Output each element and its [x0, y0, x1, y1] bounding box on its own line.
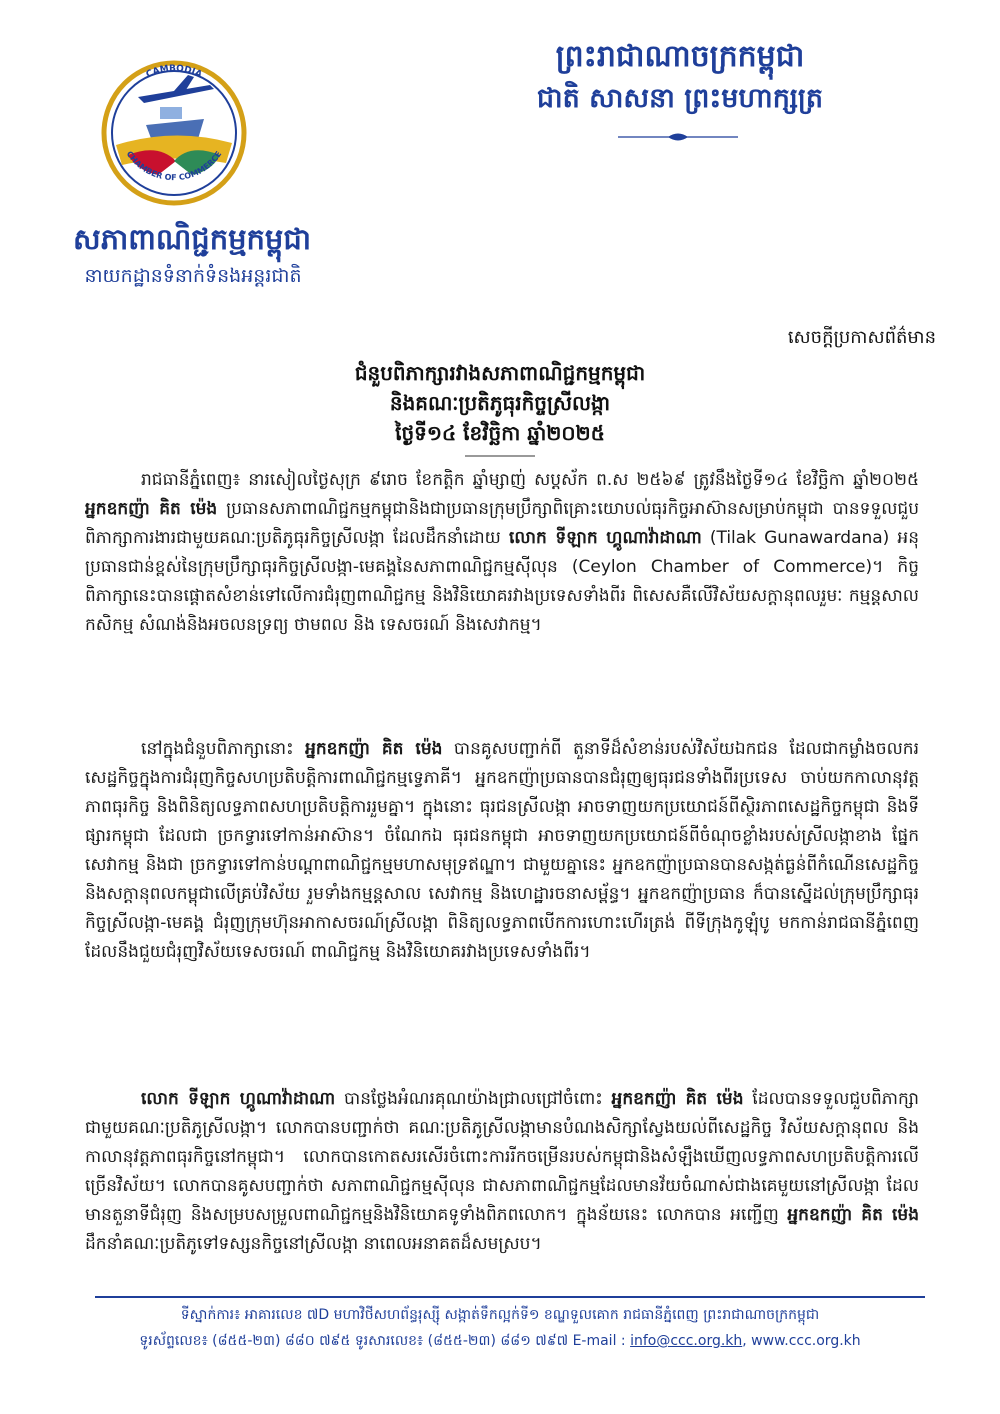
footer-phone: ទូរស័ព្ទលេខ៖ (៨៥៥-២៣) ៨៨០ ៧៩៥ ទូរសារលេខ៖ (៨៥៥-២៣) ៨៨១ ៧៩៧ E-mail :	[139, 1333, 631, 1349]
paragraph-2	[85, 735, 919, 967]
kingdom-heading: ព្រះរាជាណាចក្រកម្ពុជា	[555, 39, 805, 74]
bold-name: អ្នកឧកញ៉ា គិត ម៉េង	[611, 1089, 744, 1109]
title-divider-icon	[465, 452, 535, 460]
text-run: បានគូសបញ្ជាក់ពី តួនាទីដ៏សំខាន់របស់វិស័យឯកជន ដែលជាកម្លាំងចលករសេដ្ឋកិច្ចក្នុងការជំរុញកិច្ចសហប្រតិបត្តិការពាណិជ្ជកម្មទ្វេភាគី។ អ្នកឧកញ៉ាប្រធានបានជំរុញឲ្យធុរជនទាំងពីរប្រទេស ចាប់យកកាលានុវត្តភាពធុរកិច្ច និងពិនិត្យលទ្ធភាពសហប្រតិបត្តិការរួមគ្នា។ ក្នុងនោះ ធុរជនស្រីលង្កា អាចទាញយកប្រយោជន៍ពីស្ថិរភាពសេដ្ឋកិច្ចកម្ពុជា និងទីផ្សារកម្ពុជា ដែលជា ច្រកទ្វារទៅកាន់អាស៊ាន។ ចំណែកឯ ធុរជនកម្ពុជា អាចទាញយកប្រយោជន៍ពីចំណុចខ្លាំងរបស់ស្រីលង្កាខាង ផ្នែកសេវាកម្ម និងជា ច្រកទ្វារទៅកាន់បណ្តាពាណិជ្ជកម្មមហាសមុទ្រឥណ្ឌា។ ជាមួយគ្នានេះ អ្នកឧកញ៉ាប្រធានបានសង្កត់ធ្ងន់ពីកំណើនសេដ្ឋកិច្ច និងសក្តានុពលកម្ពុជាលើគ្រប់វិស័យ រួមទាំងកម្មន្តសាល សេវាកម្ម និងហេដ្ឋារចនាសម្ព័ន្ធ។ អ្នកឧកញ៉ាប្រធាន ក៏បានស្នើដល់ក្រុមប្រឹក្សាធុរកិច្ចស្រីលង្កា-មេគង្គ ជំរុញក្រុមហ៊ុនអាកាសចរណ៍ស្រីលង្កា ពិនិត្យលទ្ធភាពបើកការហោះហើរត្រង់ ពីទីក្រុងកូឡុំបូ មកកាន់រាជធានីភ្នំពេញ ដែលនឹងជួយជំរុញវិស័យទេសចរណ៍ ពាណិជ្ជកម្ម និងវិនិយោគរវាងប្រទេសទាំងពីរ។	[85, 739, 919, 962]
text-run: នៅក្នុងជំនួបពិភាក្សានោះ	[141, 739, 306, 759]
title-line-2: និងគណៈប្រតិភូធុរកិច្ចស្រីលង្កា	[389, 391, 611, 415]
title-line-1: ជំនួបពិភាក្សារវាងសភាពាណិជ្ជកម្មកម្ពុជា	[354, 361, 646, 385]
footer-divider	[95, 1296, 925, 1298]
document-type: សេចក្តីប្រកាសព័ត៌មាន	[787, 327, 936, 348]
department-name: នាយកដ្ឋានទំនាក់ទំនងអន្តរជាតិ	[84, 265, 302, 287]
organization-name: សភាពាណិជ្ជកម្មកម្ពុជា	[73, 222, 311, 256]
footer-address: ទីស្នាក់ការ៖ អាគារលេខ ៧D មហាវិថីសហព័ន្ធរុស្ស៊ី សង្កាត់ទឹកល្អក់ទី១ ខណ្ឌទួលគោក រាជធានីភ្នំពេញ ព្រះរាជាណាចក្រកម្ពុជា	[180, 1307, 820, 1323]
text-run: ដែលបានទទួលជួបពិភាក្សាជាមួយគណៈប្រតិភូស្រីលង្កា។ លោកបានបញ្ជាក់ថា គណៈប្រតិភូស្រីលង្កាមានបំណងសិក្សាស្វែងយល់ពីសេដ្ឋកិច្ច វិស័យសក្តានុពល និងកាលានុវត្តភាពធុរកិច្ចនៅកម្ពុជា។ លោកបានកោតសរសើរចំពោះការរីកចម្រើនរបស់កម្ពុជានិងសំឡឹងឃើញលទ្ធភាពសហប្រតិបត្តិការលើច្រើនវិស័យ។ លោកបានគូសបញ្ជាក់ថា សភាពាណិជ្ជកម្មស៊ីលុន ជាសភាពាណិជ្ជកម្មដែលមានវ័យចំណាស់ជាងគេមួយនៅស្រីលង្កា ដែលមានតួនាទីជំរុញ និងសម្របសម្រួលពាណិជ្ជកម្មនិងវិនិយោគទូទាំងពិភពលោក។ ក្នុងន័យនេះ លោកបាន អញ្ជើញ	[85, 1089, 919, 1225]
bold-name: អ្នកឧកញ៉ា គិត ម៉េង	[787, 1205, 919, 1225]
national-motto: ជាតិ សាសនា ព្រះមហាក្សត្រ	[536, 83, 824, 114]
chamber-seal-icon	[98, 35, 250, 215]
paragraph-1	[85, 466, 919, 640]
bold-name: អ្នកឧកញ៉ា គិត ម៉េង	[85, 499, 218, 519]
ornament-divider-icon	[618, 130, 738, 144]
footer-email-link[interactable]: info@ccc.org.kh	[630, 1333, 743, 1349]
text-run: ដឹកនាំគណៈប្រតិភូទៅទស្សនកិច្ចនៅស្រីលង្កា នាពេលអនាគតដ៏សមស្រប។	[85, 1234, 542, 1254]
footer-website[interactable]: , www.ccc.org.kh	[742, 1333, 861, 1349]
text-run: រាជធានីភ្នំពេញ៖ នារសៀលថ្ងៃសុក្រ ៩រោច ខែកត្តិក ឆ្នាំម្សាញ់ សប្តស័ក ព.ស ២៥៦៩ ត្រូវនឹងថ្ងៃទី១៤ ខែវិច្ឆិកា ឆ្នាំ២០២៥	[141, 470, 919, 490]
bold-name: លោក ទីឡាក ហ្គូណាវ៉ាដាណា	[508, 528, 702, 548]
title-date: ថ្ងៃទី១៤ ខែវិច្ឆិកា ឆ្នាំ២០២៥	[395, 421, 605, 445]
chamber-logo	[98, 35, 250, 215]
text-run: ប្រធានសភាពាណិជ្ជកម្មកម្ពុជានិងជាប្រធានក្រុមប្រឹក្សាពិគ្រោះយោបល់ធុរកិច្ចអាស៊ានសម្រាប់កម្ពុជា បានទទួលជួបពិភាក្សាការងារជាមួយគណៈប្រតិភូធុរកិច្ចស្រីលង្កា ដែលដឹកនាំដោយ	[85, 499, 919, 548]
svg-text:CAMBODIA: CAMBODIA	[144, 63, 204, 81]
svg-text:CHAMBER OF COMMERCE: CHAMBER OF COMMERCE	[124, 149, 224, 183]
paragraph-3	[85, 1085, 919, 1259]
footer-contact	[60, 1331, 940, 1352]
bold-name: លោក ទីឡាក ហ្គូណាវ៉ាដាណា	[141, 1089, 336, 1109]
text-run: បានថ្លែងអំណរគុណយ៉ាងជ្រាលជ្រៅចំពោះ	[335, 1089, 612, 1109]
bold-name: អ្នកឧកញ៉ា គិត ម៉េង	[305, 739, 443, 759]
text-run: (Tilak Gunawardana) អនុប្រធានជាន់ខ្ពស់នៃក្រុមប្រឹក្សាធុរកិច្ចស្រីលង្កា-មេគង្គនៃសភាពាណិជ្ជកម្មស៊ីលុន (Ceylon Chamber of Commerce)។ កិច្ចពិភាក្សានេះបានផ្តោតសំខាន់ទៅលើការជំរុញពាណិជ្ជកម្ម និងវិនិយោគរវាងប្រទេសទាំងពីរ ពិសេសគឺលើវិស័យសក្តានុពលរួមៈ កម្មន្តសាល កសិកម្ម សំណង់និងអចលនទ្រព្យ ថាមពល និង ទេសចរណ៍ និងសេវាកម្ម។	[85, 528, 919, 635]
